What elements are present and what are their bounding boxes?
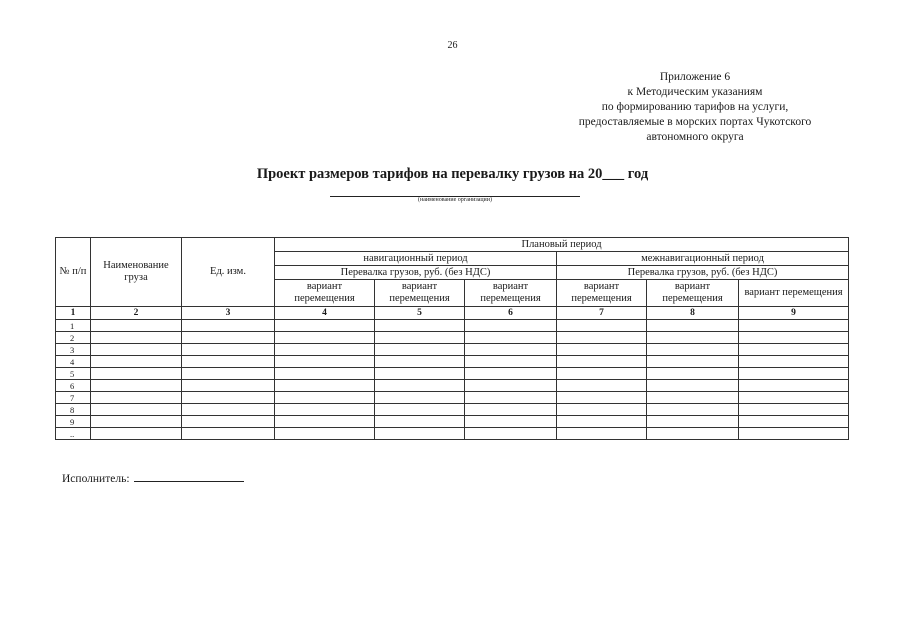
unit-cell[interactable] (182, 392, 275, 404)
column-number: 9 (739, 307, 849, 320)
unit-cell[interactable] (182, 332, 275, 344)
tariff-cell[interactable] (375, 428, 465, 440)
cargo-name-cell[interactable] (91, 392, 182, 404)
executor-block (62, 471, 244, 485)
cargo-name-cell[interactable] (91, 332, 182, 344)
page-number: 26 (447, 40, 458, 51)
header-col-unit: Ед. изм. (182, 238, 275, 307)
tariff-cell[interactable] (739, 320, 849, 332)
header-non-navigation-period: межнавигационный период (557, 252, 849, 266)
tariff-cell[interactable] (647, 416, 739, 428)
tariff-cell[interactable] (465, 428, 557, 440)
column-number: 4 (275, 307, 375, 320)
column-number: 2 (91, 307, 182, 320)
cargo-name-cell[interactable] (91, 368, 182, 380)
cargo-name-cell[interactable] (91, 320, 182, 332)
table-row (56, 416, 849, 428)
column-number: 7 (557, 307, 647, 320)
tariff-cell[interactable] (275, 368, 375, 380)
tariff-cell[interactable] (647, 320, 739, 332)
appendix-line: Приложение 6 (659, 71, 731, 83)
row-number: 9 (56, 416, 91, 428)
appendix-line: по формированию тарифов на услуги, (601, 101, 789, 113)
appendix-block (560, 70, 830, 145)
tariff-cell[interactable] (739, 380, 849, 392)
unit-cell[interactable] (182, 368, 275, 380)
appendix-line: предоставляемые в морских портах Чукотского (578, 116, 812, 128)
tariff-cell[interactable] (275, 428, 375, 440)
tariff-cell[interactable] (739, 356, 849, 368)
tariff-cell[interactable] (465, 404, 557, 416)
row-number: 3 (56, 344, 91, 356)
tariff-cell[interactable] (465, 356, 557, 368)
tariff-cell[interactable] (647, 332, 739, 344)
tariff-cell[interactable] (375, 404, 465, 416)
tariff-cell[interactable] (557, 368, 647, 380)
tariff-cell[interactable] (739, 428, 849, 440)
unit-cell[interactable] (182, 428, 275, 440)
header-row-1 (56, 238, 849, 252)
tariff-cell[interactable] (375, 320, 465, 332)
header-variant: вариант перемещения (375, 280, 465, 307)
executor-label: Исполнитель: (62, 473, 130, 485)
unit-cell[interactable] (182, 344, 275, 356)
tariff-cell[interactable] (557, 320, 647, 332)
tariff-cell[interactable] (375, 344, 465, 356)
cargo-name-cell[interactable] (91, 380, 182, 392)
column-number-row (56, 307, 849, 320)
row-number: 5 (56, 368, 91, 380)
header-variant: вариант перемещения (275, 280, 375, 307)
tariff-cell[interactable] (275, 332, 375, 344)
tariff-cell[interactable] (647, 404, 739, 416)
tariff-cell[interactable] (275, 344, 375, 356)
row-number: 4 (56, 356, 91, 368)
tariff-cell[interactable] (557, 344, 647, 356)
cargo-name-cell[interactable] (91, 356, 182, 368)
tariff-cell[interactable] (557, 392, 647, 404)
header-planned-period: Плановый период (275, 238, 849, 252)
table-row (56, 404, 849, 416)
unit-cell[interactable] (182, 320, 275, 332)
tariff-cell[interactable] (465, 380, 557, 392)
column-number: 5 (375, 307, 465, 320)
column-number: 8 (647, 307, 739, 320)
header-variant: вариант перемещения (647, 280, 739, 307)
tariff-cell[interactable] (465, 332, 557, 344)
table-row (56, 392, 849, 404)
executor-signature-line[interactable] (134, 471, 244, 482)
tariff-cell[interactable] (739, 416, 849, 428)
unit-cell[interactable] (182, 404, 275, 416)
row-number: 2 (56, 332, 91, 344)
tariff-cell[interactable] (465, 416, 557, 428)
tariff-cell[interactable] (275, 320, 375, 332)
tariff-cell[interactable] (275, 416, 375, 428)
tariff-cell[interactable] (647, 356, 739, 368)
header-col-cargo-name: Наименование груза (91, 238, 182, 307)
table-row (56, 344, 849, 356)
header-transshipment-nav: Перевалка грузов, руб. (без НДС) (275, 266, 557, 280)
tariff-cell[interactable] (275, 392, 375, 404)
tariff-cell[interactable] (275, 356, 375, 368)
tariff-cell[interactable] (647, 344, 739, 356)
header-navigation-period: навигационный период (275, 252, 557, 266)
appendix-line: к Методическим указаниям (627, 86, 763, 98)
table-row (56, 332, 849, 344)
tariff-cell[interactable] (739, 404, 849, 416)
header-variant: вариант перемещения (739, 280, 849, 307)
table-row (56, 380, 849, 392)
row-number: 7 (56, 392, 91, 404)
tariff-cell[interactable] (465, 344, 557, 356)
tariff-cell[interactable] (739, 332, 849, 344)
tariff-cell[interactable] (557, 356, 647, 368)
table-row (56, 368, 849, 380)
document-title: Проект размеров тарифов на перевалку грузов на 20___ год (256, 166, 649, 182)
tariff-cell[interactable] (739, 344, 849, 356)
column-number: 6 (465, 307, 557, 320)
organization-caption: (наименование организации) (418, 197, 492, 203)
tariff-cell[interactable] (375, 356, 465, 368)
column-number: 1 (56, 307, 91, 320)
tariff-cell[interactable] (647, 368, 739, 380)
tariff-cell[interactable] (739, 368, 849, 380)
tariff-cell[interactable] (647, 380, 739, 392)
header-variant: вариант перемещения (465, 280, 557, 307)
tariff-cell[interactable] (557, 332, 647, 344)
tariff-cell[interactable] (739, 392, 849, 404)
tariff-cell[interactable] (275, 404, 375, 416)
tariff-cell[interactable] (465, 320, 557, 332)
cargo-name-cell[interactable] (91, 416, 182, 428)
tariff-cell[interactable] (465, 368, 557, 380)
tariff-cell[interactable] (375, 416, 465, 428)
tariff-cell[interactable] (647, 392, 739, 404)
unit-cell[interactable] (182, 380, 275, 392)
cargo-name-cell[interactable] (91, 344, 182, 356)
header-col-number: № п/п (56, 238, 91, 307)
column-number: 3 (182, 307, 275, 320)
tariff-table (55, 237, 849, 440)
tariff-cell[interactable] (557, 404, 647, 416)
table-row (56, 428, 849, 440)
table-row (56, 356, 849, 368)
tariff-cell[interactable] (375, 368, 465, 380)
cargo-name-cell[interactable] (91, 404, 182, 416)
tariff-cell[interactable] (557, 380, 647, 392)
tariff-cell[interactable] (375, 392, 465, 404)
appendix-line: автономного округа (646, 131, 744, 143)
tariff-cell[interactable] (465, 392, 557, 404)
tariff-cell[interactable] (557, 416, 647, 428)
row-number: .. (56, 428, 91, 440)
row-number: 6 (56, 380, 91, 392)
unit-cell[interactable] (182, 356, 275, 368)
header-variant: вариант перемещения (557, 280, 647, 307)
tariff-cell[interactable] (647, 428, 739, 440)
tariff-cell[interactable] (557, 428, 647, 440)
header-transshipment-non-nav: Перевалка грузов, руб. (без НДС) (557, 266, 849, 280)
tariff-cell[interactable] (375, 380, 465, 392)
unit-cell[interactable] (182, 416, 275, 428)
tariff-cell[interactable] (375, 332, 465, 344)
cargo-name-cell[interactable] (91, 428, 182, 440)
row-number: 8 (56, 404, 91, 416)
row-number: 1 (56, 320, 91, 332)
tariff-cell[interactable] (275, 380, 375, 392)
table-row (56, 320, 849, 332)
